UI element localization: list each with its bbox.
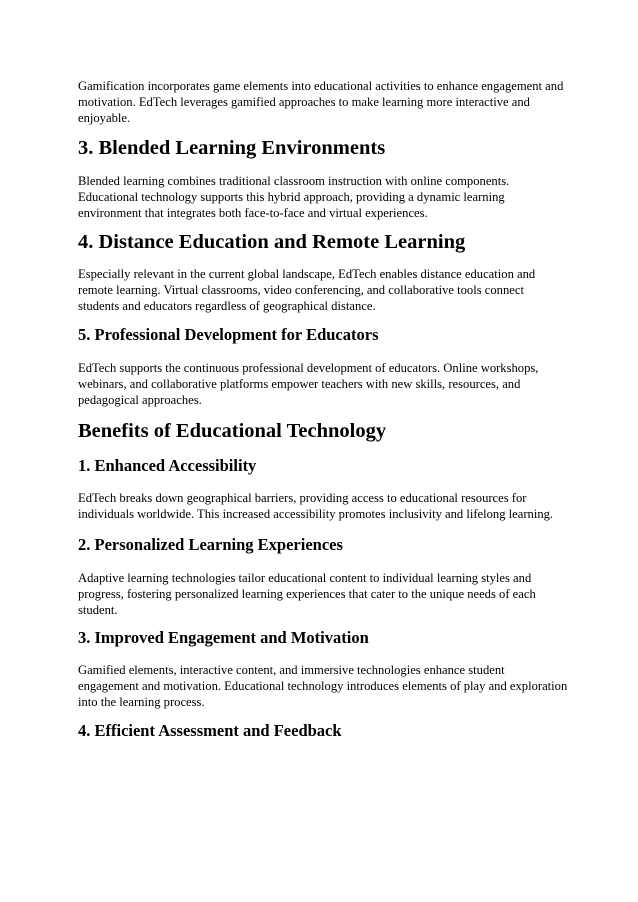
benefits-title: Benefits of Educational Technology <box>78 420 387 442</box>
benefit-heading-accessibility: 1. Enhanced Accessibility <box>78 456 257 475</box>
section-heading-distance-education: 4. Distance Education and Remote Learning <box>78 231 466 253</box>
intro-paragraph: Gamification incorporates game elements into educational activities to enhance engagement and motivation. EdTech leverages gamified approaches to make learning more interactive and enjoyable. <box>78 79 564 126</box>
benefit-heading-engagement: 3. Improved Engagement and Motivation <box>78 628 369 647</box>
section-heading-blended-learning: 3. Blended Learning Environments <box>78 137 386 159</box>
benefit-heading-personalized-learning: 2. Personalized Learning Experiences <box>78 535 343 554</box>
section-body-blended-learning: Blended learning combines traditional classroom instruction with online components. Educational technology supports this hybrid approach, providing a dynamic learning environment that integrates both face-to-face and virtual experiences. <box>78 174 510 221</box>
benefit-body-personalized-learning: Adaptive learning technologies tailor educational content to individual learning styles and progress, fostering personalized learning experiences that cater to the unique needs of each student. <box>78 571 536 618</box>
section-body-distance-education: Especially relevant in the current global landscape, EdTech enables distance education and remote learning. Virtual classrooms, video conferencing, and collaborative tools connect students and educators regardless of geographical distance. <box>78 267 536 314</box>
benefit-body-accessibility: EdTech breaks down geographical barriers, providing access to educational resources for individuals worldwide. This increased accessibility promotes inclusivity and lifelong learning. <box>78 491 554 522</box>
section-body-professional-development: EdTech supports the continuous professional development of educators. Online workshops, webinars, and collaborative platforms empower teachers with new skills, resources, and pedagogical approaches. <box>78 361 539 408</box>
section-heading-professional-development: 5. Professional Development for Educators <box>78 325 379 344</box>
benefit-heading-assessment: 4. Efficient Assessment and Feedback <box>78 721 342 740</box>
benefit-body-engagement: Gamified elements, interactive content, and immersive technologies enhance student engagement and motivation. Educational technology introduces elements of play and exploration into the learning process. <box>78 663 568 710</box>
